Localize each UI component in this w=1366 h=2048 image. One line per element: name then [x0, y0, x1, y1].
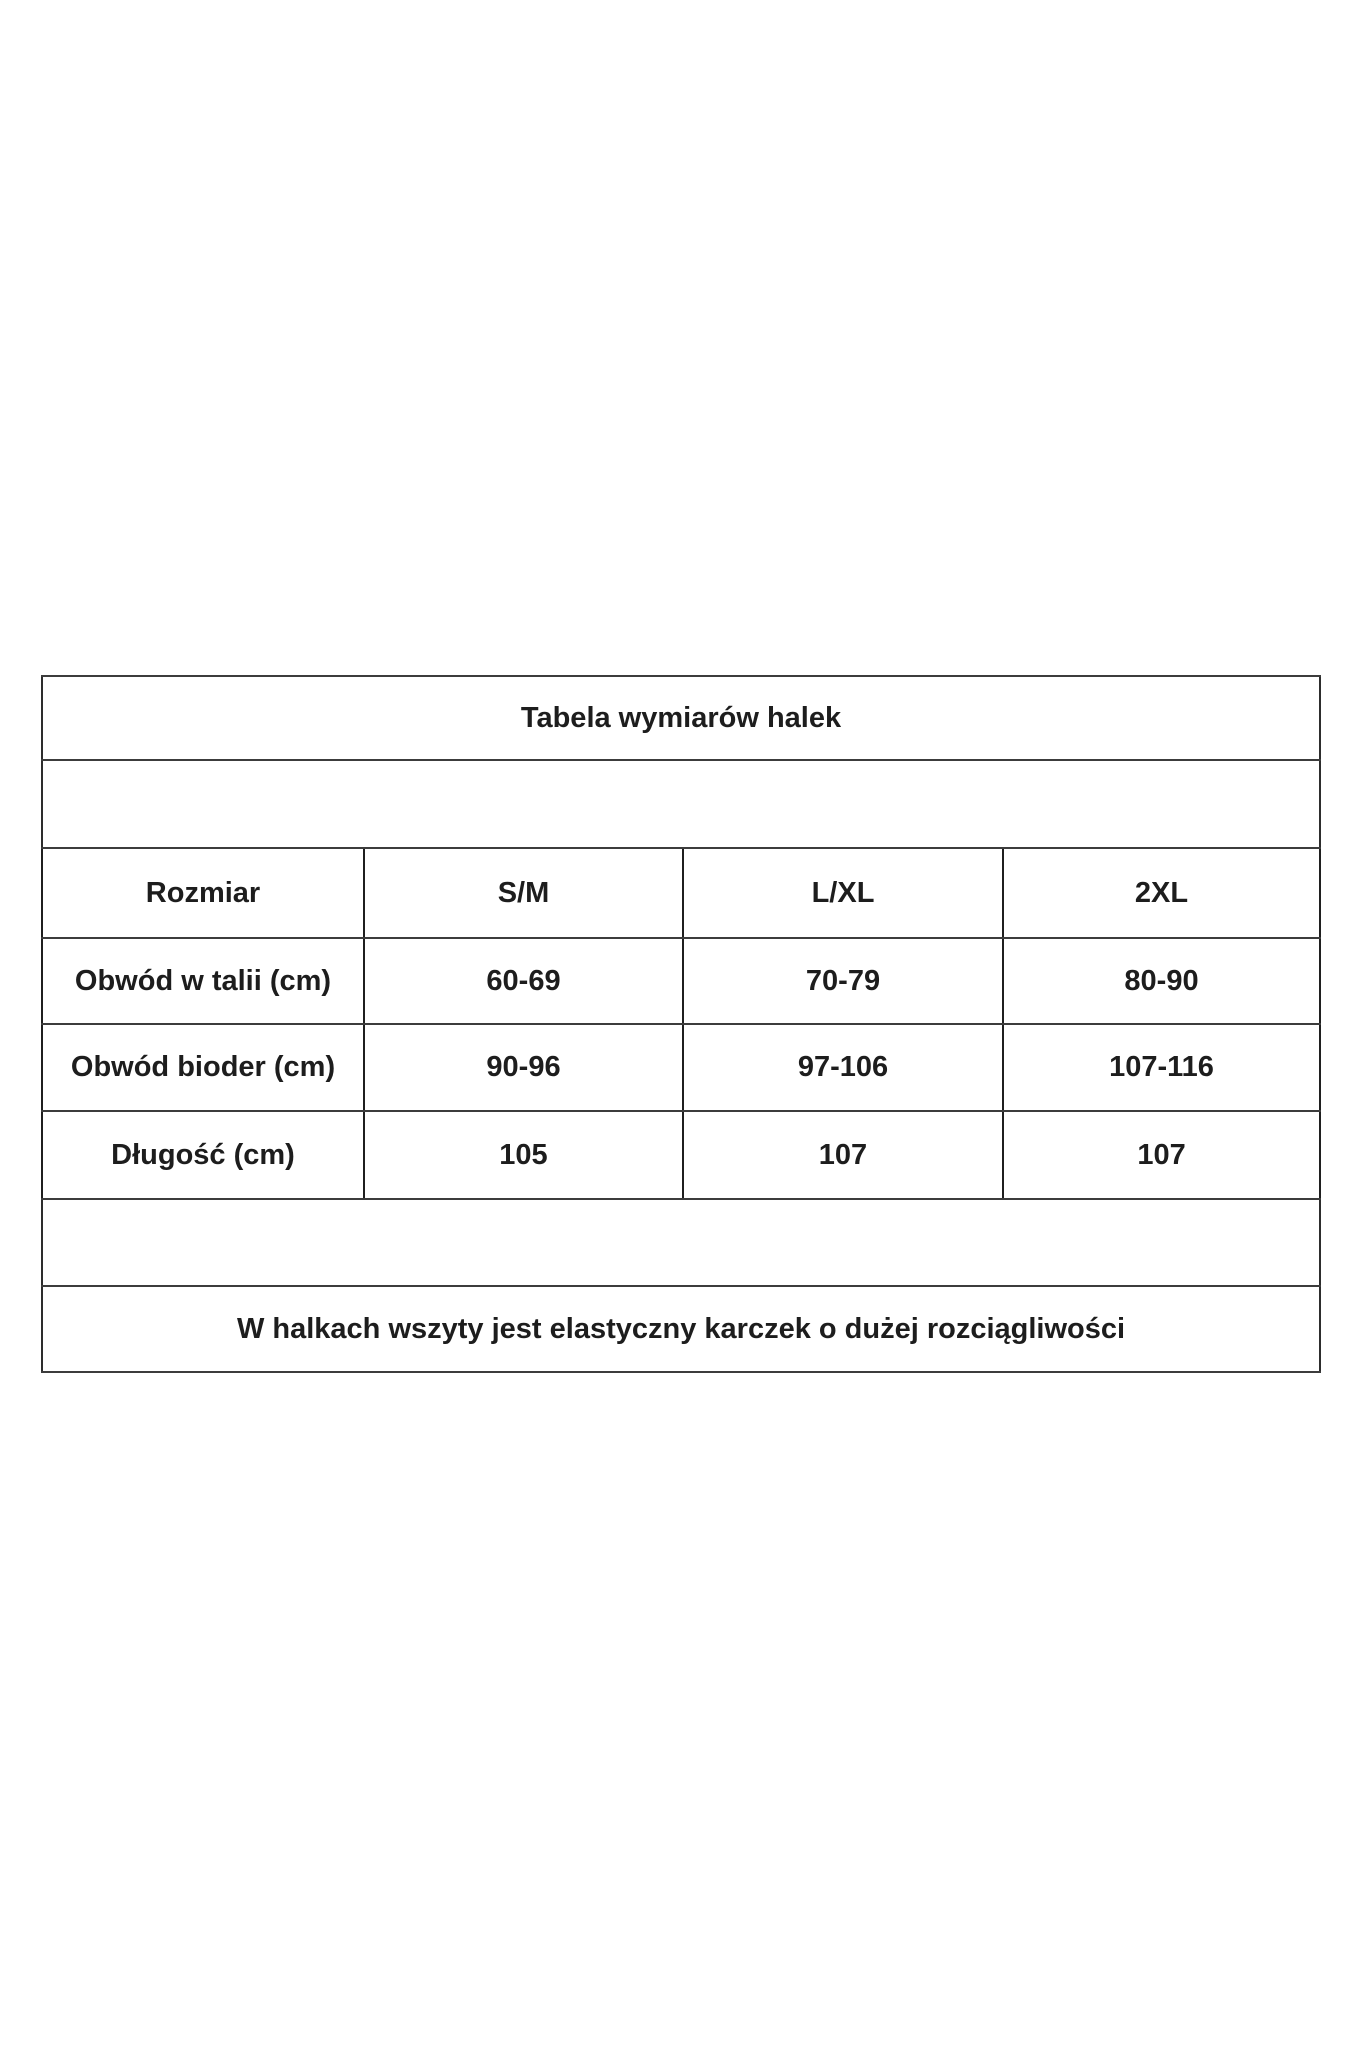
note-row: [42, 1286, 1320, 1372]
header-cell-rozmiar: Rozmiar: [42, 848, 364, 938]
value-cell: 105: [364, 1111, 683, 1199]
title-row: [42, 676, 1320, 760]
value-cell: 90-96: [364, 1024, 683, 1111]
row-label: Obwód w talii (cm): [42, 938, 364, 1024]
spacer-cell: [42, 1199, 1320, 1286]
table-row-length: [42, 1111, 1320, 1199]
row-label: Długość (cm): [42, 1111, 364, 1199]
value-cell: 60-69: [364, 938, 683, 1024]
header-cell-2xl: 2XL: [1003, 848, 1320, 938]
value-cell: 80-90: [1003, 938, 1320, 1024]
size-table-container: [41, 675, 1321, 1373]
header-cell-lxl: L/XL: [683, 848, 1003, 938]
value-cell: 107: [683, 1111, 1003, 1199]
value-cell: 107-116: [1003, 1024, 1320, 1111]
row-label: Obwód bioder (cm): [42, 1024, 364, 1111]
header-row: [42, 848, 1320, 938]
spacer-row-top: [42, 760, 1320, 848]
size-table: [41, 675, 1321, 1373]
value-cell: 107: [1003, 1111, 1320, 1199]
table-title: Tabela wymiarów halek: [42, 676, 1320, 760]
table-row-hips: [42, 1024, 1320, 1111]
value-cell: 70-79: [683, 938, 1003, 1024]
table-row-waist: [42, 938, 1320, 1024]
spacer-cell: [42, 760, 1320, 848]
value-cell: 97-106: [683, 1024, 1003, 1111]
spacer-row-bottom: [42, 1199, 1320, 1286]
header-cell-sm: S/M: [364, 848, 683, 938]
table-note: W halkach wszyty jest elastyczny karczek o dużej rozciągliwości: [42, 1286, 1320, 1372]
